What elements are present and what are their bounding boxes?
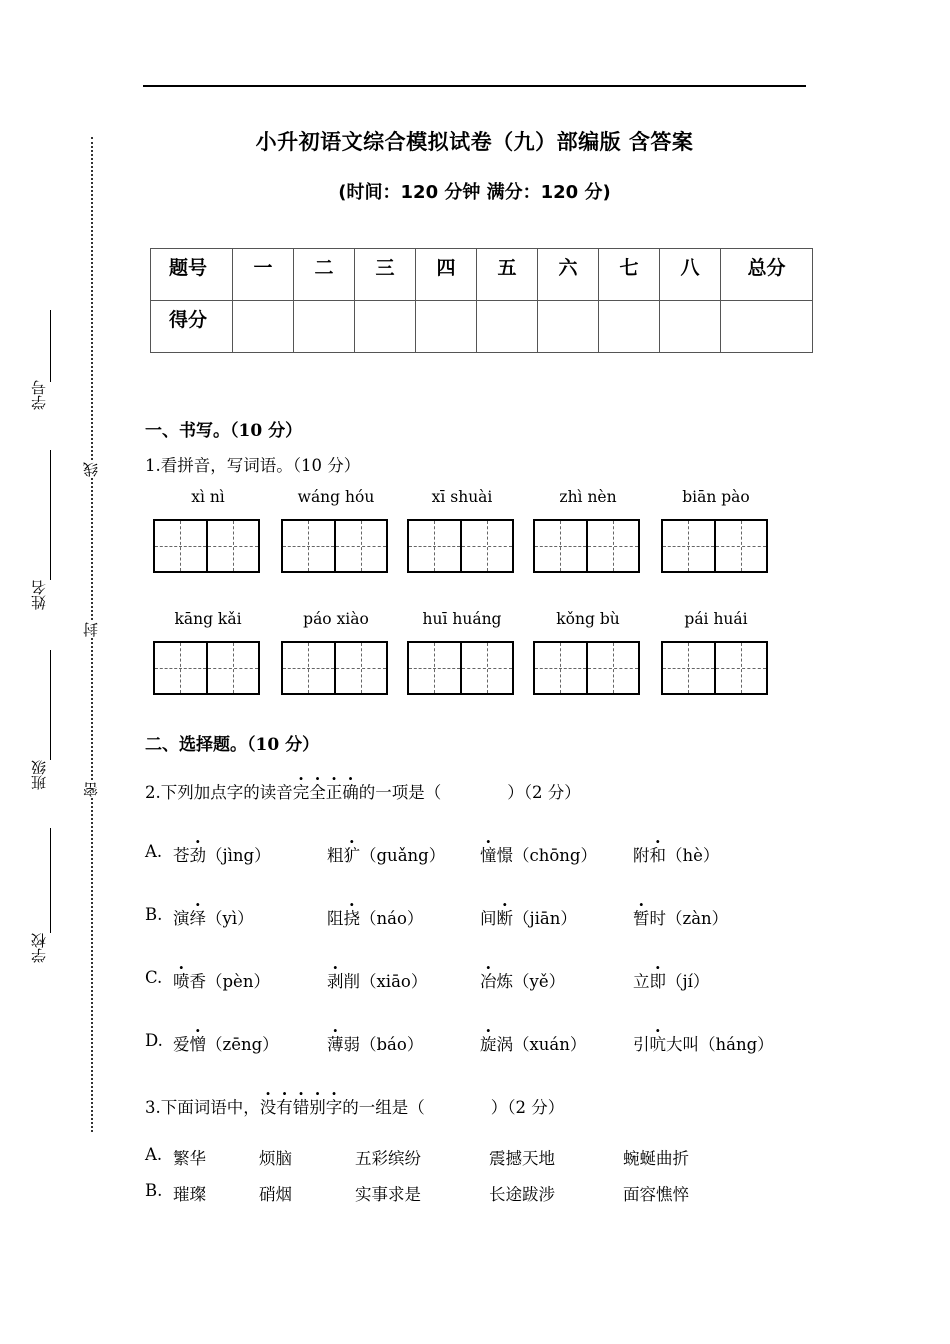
- exam-subtitle: (时间：120 分钟 满分：120 分): [338, 182, 611, 203]
- option-item: 爱憎（zēng）: [173, 1035, 279, 1054]
- question-2: 2.下列加点字的读音完全正确的一项是（ ）（2 分）: [145, 783, 581, 802]
- exam-title: 小升初语文综合模拟试卷（九）部编版 含答案: [255, 130, 694, 154]
- dotted-emphasis: [260, 1098, 343, 1117]
- class-field[interactable]: [28, 650, 54, 795]
- writing-grid[interactable]: [281, 519, 388, 573]
- score-header-row: [151, 249, 813, 301]
- dotted-char: 犷: [343, 846, 360, 865]
- pinyin-label: biān pào: [682, 488, 750, 506]
- option-word: 璀璨: [173, 1185, 206, 1204]
- dotted-char: 字: [325, 1098, 343, 1117]
- writing-grid[interactable]: [153, 641, 260, 695]
- option-d[interactable]: [145, 1031, 785, 1055]
- score-cell: [477, 301, 538, 353]
- cut-mark-seal: 封: [80, 622, 104, 637]
- score-header-cell: 总分: [721, 249, 813, 301]
- section-heading-writing: 一、书写。（10 分）: [145, 421, 303, 441]
- option-item: 憧憬（chōng）: [480, 846, 597, 865]
- dotted-char: 憎: [189, 1035, 206, 1054]
- option-word: 烦脑: [259, 1149, 292, 1168]
- option-item: 剥削（xiāo）: [327, 972, 428, 991]
- dotted-char: 断: [496, 909, 513, 928]
- writing-grid[interactable]: [153, 519, 260, 573]
- option-item: 暂时（zàn）: [633, 909, 729, 928]
- field-underline: [50, 450, 51, 580]
- dotted-char: 没: [259, 1098, 277, 1117]
- school-field[interactable]: [28, 828, 54, 968]
- dotted-char: 暂: [633, 909, 650, 928]
- student-id-field[interactable]: [28, 310, 54, 410]
- score-cell: [538, 301, 599, 353]
- question-3: 3.下面词语中，没有错别字的一组是（ ）（2 分）: [145, 1098, 565, 1117]
- writing-grid[interactable]: [407, 519, 514, 573]
- score-row-label: 得分: [151, 301, 233, 353]
- option-item: 附和（hè）: [633, 846, 720, 865]
- dotted-char: 绎: [189, 909, 206, 928]
- dotted-char: 薄: [327, 1035, 344, 1054]
- option-label: D.: [145, 1031, 163, 1050]
- dotted-char: 完: [292, 783, 310, 802]
- field-underline: [50, 310, 51, 382]
- option-item: 间断（jiān）: [480, 909, 577, 928]
- question-1: 1.看拼音，写词语。（10 分）: [145, 456, 361, 475]
- cut-mark-line: 线: [80, 462, 104, 477]
- dotted-char: 冶: [480, 972, 497, 991]
- dotted-char: 憧: [480, 846, 497, 865]
- pinyin-label: xī shuài: [431, 488, 493, 506]
- option-label: A.: [145, 842, 163, 861]
- field-underline: [50, 650, 51, 760]
- pinyin-label: páo xiào: [303, 610, 369, 628]
- score-header-cell: 一: [233, 249, 294, 301]
- score-cell: [660, 301, 721, 353]
- q3-option-a[interactable]: [145, 1145, 785, 1169]
- score-table: [150, 248, 813, 353]
- option-label: B.: [145, 1181, 163, 1200]
- score-header-cell: 四: [416, 249, 477, 301]
- field-label: 学号: [30, 380, 48, 410]
- pinyin-label: pái huái: [684, 610, 748, 628]
- dotted-char: 错: [292, 1098, 310, 1117]
- pinyin-label: huī huáng: [422, 610, 502, 628]
- option-b[interactable]: [145, 905, 785, 929]
- dotted-char: 和: [649, 846, 666, 865]
- dotted-char: 有: [276, 1098, 293, 1117]
- dotted-emphasis: [293, 783, 359, 802]
- field-underline: [50, 828, 51, 933]
- score-cell: [599, 301, 660, 353]
- score-header-cell: 三: [355, 249, 416, 301]
- option-word: 实事求是: [355, 1185, 421, 1204]
- option-word: 震撼天地: [489, 1149, 555, 1168]
- option-c[interactable]: [145, 968, 785, 992]
- score-cell: [233, 301, 294, 353]
- writing-grid[interactable]: [533, 519, 640, 573]
- pinyin-label: kāng kǎi: [174, 610, 242, 628]
- dotted-char: 即: [649, 972, 666, 991]
- writing-grid[interactable]: [281, 641, 388, 695]
- option-item: 薄弱（báo）: [327, 1035, 424, 1054]
- score-cell: [355, 301, 416, 353]
- score-cell: [294, 301, 355, 353]
- option-word: 蜿蜒曲折: [623, 1149, 689, 1168]
- pinyin-label: wáng hóu: [297, 488, 375, 506]
- section-heading-choice: 二、选择题。（10 分）: [145, 735, 320, 755]
- option-word: 长途跋涉: [489, 1185, 555, 1204]
- pinyin-label: zhì nèn: [559, 488, 617, 506]
- option-label: A.: [145, 1145, 163, 1164]
- writing-grid[interactable]: [661, 519, 768, 573]
- q3-option-b[interactable]: [145, 1181, 785, 1205]
- writing-grid[interactable]: [661, 641, 768, 695]
- option-item: 引吭大叫（háng）: [633, 1035, 774, 1054]
- option-item: 苍劲（jìng）: [173, 846, 271, 865]
- dotted-char: 全: [309, 783, 326, 802]
- field-label: 班级: [30, 760, 48, 790]
- option-item: 演绎（yì）: [173, 909, 254, 928]
- dotted-char: 别: [309, 1098, 326, 1117]
- dotted-char: 喷: [173, 972, 190, 991]
- score-header-cell: 七: [599, 249, 660, 301]
- score-value-row: [151, 301, 813, 353]
- writing-grid[interactable]: [533, 641, 640, 695]
- dotted-char: 挠: [343, 909, 360, 928]
- score-header-cell: 八: [660, 249, 721, 301]
- score-header-cell: 二: [294, 249, 355, 301]
- field-label: 姓名: [30, 580, 48, 610]
- option-item: 粗犷（guǎng）: [327, 846, 446, 865]
- option-word: 硝烟: [259, 1185, 292, 1204]
- pinyin-label: kǒng bù: [556, 610, 620, 628]
- name-field[interactable]: [28, 450, 54, 610]
- pinyin-label: xì nì: [191, 488, 225, 506]
- cut-mark-secret: 密: [80, 782, 104, 797]
- option-label: B.: [145, 905, 163, 924]
- dotted-char: 正: [325, 783, 343, 802]
- option-label: C.: [145, 968, 163, 987]
- dotted-char: 确: [342, 783, 359, 802]
- field-label: 学校: [30, 933, 48, 963]
- option-item: 阻挠（náo）: [327, 909, 424, 928]
- option-word: 五彩缤纷: [355, 1149, 421, 1168]
- score-header-cell: 五: [477, 249, 538, 301]
- score-cell: [721, 301, 813, 353]
- option-item: 喷香（pèn）: [173, 972, 270, 991]
- dotted-char: 剥: [327, 972, 344, 991]
- option-item: 冶炼（yě）: [480, 972, 566, 991]
- top-rule: [143, 85, 806, 87]
- dotted-char: 吭: [649, 1035, 666, 1054]
- option-a[interactable]: [145, 842, 785, 866]
- score-header-cell: 六: [538, 249, 599, 301]
- dotted-char: 旋: [480, 1035, 497, 1054]
- option-item: 立即（jí）: [633, 972, 710, 991]
- dotted-char: 劲: [189, 846, 206, 865]
- option-word: 繁华: [173, 1149, 206, 1168]
- writing-grid[interactable]: [407, 641, 514, 695]
- option-item: 旋涡（xuán）: [480, 1035, 587, 1054]
- option-word: 面容憔悴: [623, 1185, 689, 1204]
- score-cell: [416, 301, 477, 353]
- score-header-cell: 题号: [151, 249, 233, 301]
